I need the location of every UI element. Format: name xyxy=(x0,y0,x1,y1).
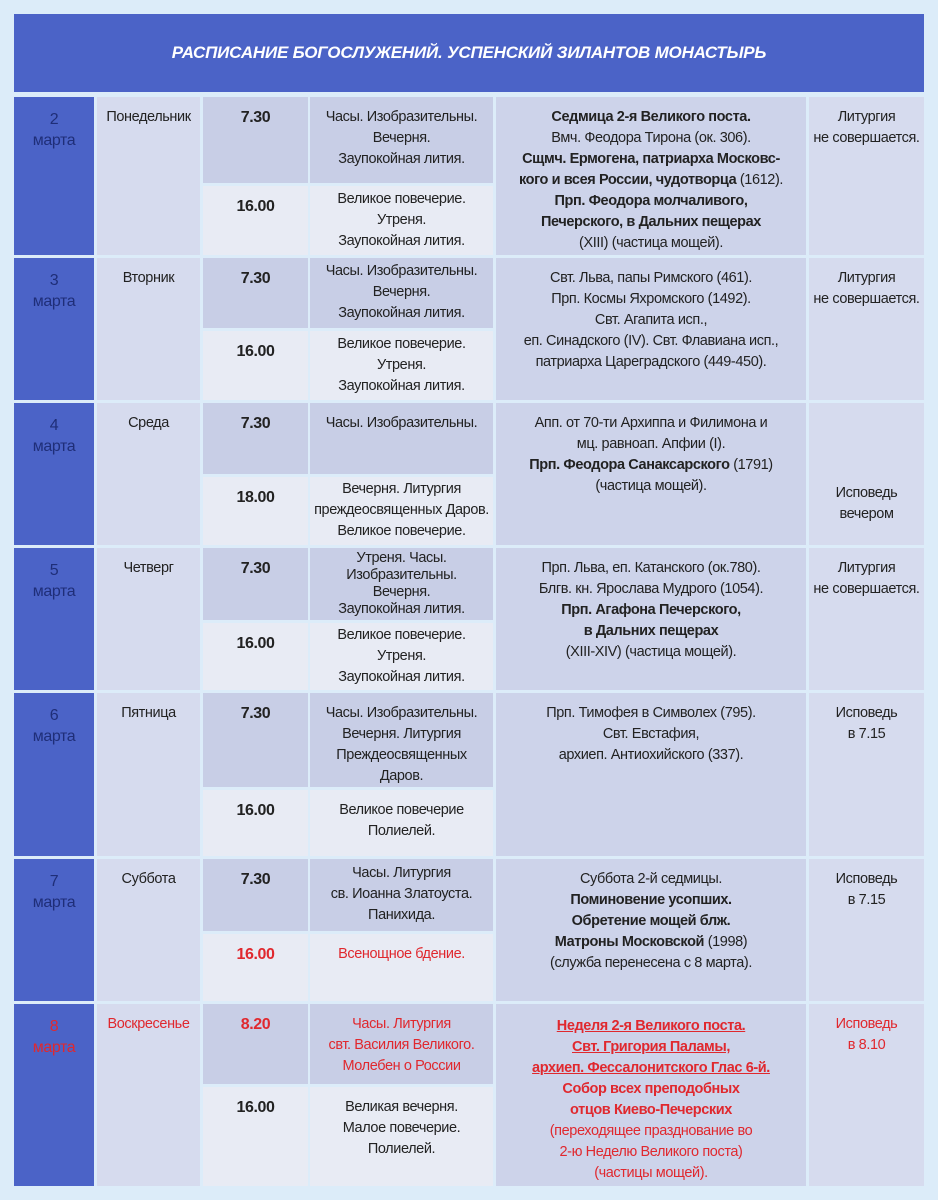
service-line: Заупокойная лития. xyxy=(338,378,465,394)
service-line: преждеосвященных Даров. xyxy=(314,502,489,518)
saints-cell xyxy=(496,403,806,545)
date-cell xyxy=(14,693,94,856)
saints-text: Поминовение усопших. xyxy=(570,892,732,908)
service-line: Даров. xyxy=(379,768,424,784)
saints-text: Прп. Феодора молчаливого, xyxy=(554,193,748,209)
saints-text: Печерского, в Дальних пещерах xyxy=(541,214,761,230)
saints-line xyxy=(496,1121,806,1142)
saints-text: архиеп. Фессалонитского Глас 6-й. xyxy=(532,1060,770,1076)
saints-text: Сщмч. Ермогена, патриарха Московс- xyxy=(522,151,780,167)
saints-text: (служба перенесена с 8 марта). xyxy=(550,955,752,971)
saints-text: Прп. Агафона Печерского, xyxy=(561,602,741,618)
day-row xyxy=(14,1004,924,1186)
service-time: 7.30 xyxy=(203,97,308,183)
service-line: Вечерня. Литургия xyxy=(342,726,461,742)
service-time: 16.00 xyxy=(203,1087,308,1186)
saints-line xyxy=(496,1100,806,1121)
saints-text: мц. равноап. Апфии (I). xyxy=(576,436,726,452)
saints-text: еп. Синадского (IV). Свт. Флавиана исп., xyxy=(523,333,779,349)
service-time: 8.20 xyxy=(203,1004,308,1084)
notes-line: Исповедь xyxy=(835,871,898,887)
service-line: Часы. Изобразительны. xyxy=(325,705,478,721)
service-description xyxy=(310,477,493,545)
saints-line xyxy=(496,352,806,373)
saints-line xyxy=(496,621,806,642)
service-line: Вечерня. Литургия xyxy=(342,481,461,497)
saints-cell xyxy=(496,693,806,856)
saints-text: Свт. Евстафия, xyxy=(602,726,700,742)
notes-line: вечером xyxy=(839,506,894,522)
service-line: Заупокойная лития. xyxy=(338,305,465,321)
service-description xyxy=(310,790,493,856)
service-description xyxy=(310,623,493,690)
saints-line xyxy=(496,1058,806,1079)
saints-line xyxy=(496,455,806,476)
day-row xyxy=(14,693,924,856)
service-time: 16.00 xyxy=(203,623,308,690)
service-time: 7.30 xyxy=(203,403,308,474)
service-line: Часы. Изобразительны. xyxy=(325,263,478,279)
service-line: Часы. Литургия xyxy=(352,1016,451,1032)
saints-line xyxy=(496,558,806,579)
saints-line xyxy=(496,413,806,434)
saints-line xyxy=(496,434,806,455)
notes-cell xyxy=(809,403,924,545)
date-month: марта xyxy=(32,894,76,911)
service-line: Заупокойная лития. xyxy=(338,151,465,167)
saints-text: (частица мощей). xyxy=(595,478,707,494)
saints-line xyxy=(496,953,806,974)
saints-text: Неделя 2-я Великого поста. xyxy=(556,1018,746,1034)
service-time: 7.30 xyxy=(203,548,308,620)
saints-line xyxy=(496,703,806,724)
service-line: Утреня. xyxy=(376,212,427,228)
notes-cell xyxy=(809,258,924,400)
saints-text: 2-ю Неделю Великого поста) xyxy=(559,1144,743,1160)
saints-line xyxy=(496,476,806,497)
service-time: 16.00 xyxy=(203,331,308,400)
saints-line xyxy=(496,600,806,621)
service-line: свт. Василия Великого. xyxy=(328,1037,475,1053)
saints-line xyxy=(496,212,806,233)
date-cell xyxy=(14,97,94,255)
saints-text: (XIII-XIV) (частица мощей). xyxy=(565,644,737,660)
date-month: марта xyxy=(32,728,76,745)
saints-text: Прп. Тимофея в Символех (795). xyxy=(546,705,756,721)
saints-line xyxy=(496,289,806,310)
saints-text: Матроны Московской xyxy=(554,934,705,950)
date-day: 8 xyxy=(49,1018,59,1035)
notes-line: Литургия xyxy=(837,560,896,576)
notes-line: не совершается. xyxy=(813,130,920,146)
notes-cell xyxy=(809,97,924,255)
saints-line xyxy=(496,745,806,766)
saints-text: патриарха Цареградского (449-450). xyxy=(535,354,767,370)
day-row xyxy=(14,258,924,400)
service-line: Заупокойная лития. xyxy=(338,233,465,249)
notes-line: Исповедь xyxy=(835,705,898,721)
day-row xyxy=(14,97,924,255)
saints-line xyxy=(496,1142,806,1163)
notes-line: не совершается. xyxy=(813,581,920,597)
service-line: Утреня. Часы. xyxy=(356,550,447,566)
service-description xyxy=(310,403,493,474)
service-line: Изобразительны. xyxy=(346,567,457,583)
saints-cell xyxy=(496,859,806,1001)
day-row xyxy=(14,859,924,1001)
service-description xyxy=(310,1004,493,1084)
saints-text: архиеп. Антиохийского (337). xyxy=(558,747,744,763)
saints-text: (1612). xyxy=(736,172,784,188)
date-cell xyxy=(14,548,94,690)
service-description xyxy=(310,97,493,183)
service-line: Малое повечерие. xyxy=(342,1120,461,1136)
saints-text: Суббота 2-й седмицы. xyxy=(579,871,723,887)
notes-line: Исповедь xyxy=(835,485,898,501)
notes-line: не совершается. xyxy=(813,291,920,307)
service-line: Заупокойная лития. xyxy=(338,601,465,617)
saints-text: отцов Киево-Печерских xyxy=(570,1102,732,1118)
service-description xyxy=(310,1087,493,1186)
service-line: Утреня. xyxy=(376,357,427,373)
notes-cell xyxy=(809,693,924,856)
notes-line: в 8.10 xyxy=(847,1037,886,1053)
saints-cell xyxy=(496,1004,806,1186)
date-cell xyxy=(14,1004,94,1186)
service-line: Великое повечерие. xyxy=(337,191,466,207)
saints-text: (частицы мощей). xyxy=(594,1165,708,1181)
service-line: Панихида. xyxy=(368,907,435,923)
day-row xyxy=(14,548,924,690)
service-line: Великое повечерие. xyxy=(337,523,466,539)
saints-line xyxy=(496,191,806,212)
saints-text: Апп. от 70-ти Архиппа и Филимона и xyxy=(534,415,768,431)
service-line: Великое повечерие. xyxy=(337,336,466,352)
saints-text: Прп. Льва, еп. Катанского (ок.780). xyxy=(541,560,761,576)
saints-line xyxy=(496,869,806,890)
service-line: Великое повечерие xyxy=(339,802,464,818)
service-line: Великое повечерие. xyxy=(337,627,466,643)
saints-line xyxy=(496,579,806,600)
service-line: Часы. Изобразительны. xyxy=(325,109,478,125)
saints-text: кого и всея России, чудотворца xyxy=(518,172,737,188)
saints-text: Седмица 2-я Великого поста. xyxy=(551,109,751,125)
service-time: 7.30 xyxy=(203,859,308,931)
saints-text: Свт. Григория Паламы, xyxy=(572,1039,730,1055)
service-description xyxy=(310,934,493,1001)
service-description xyxy=(310,693,493,787)
service-line: Часы. Литургия xyxy=(352,865,451,881)
service-time: 16.00 xyxy=(203,790,308,856)
service-line: Преждеосвященных xyxy=(336,747,467,763)
service-line: Всенощное бдение. xyxy=(338,946,465,962)
date-day: 3 xyxy=(49,272,59,289)
saints-text: Прп. Космы Яхромского (1492). xyxy=(551,291,751,307)
weekday-cell: Воскресенье xyxy=(97,1004,200,1186)
service-description xyxy=(310,331,493,400)
saints-text: (переходящее празднование во xyxy=(549,1123,753,1139)
saints-cell xyxy=(496,258,806,400)
saints-line xyxy=(496,268,806,289)
weekday-cell: Вторник xyxy=(97,258,200,400)
date-cell xyxy=(14,403,94,545)
date-day: 6 xyxy=(49,707,59,724)
saints-line xyxy=(496,1163,806,1184)
saints-text: Прп. Феодора Санаксарского xyxy=(529,457,730,473)
service-line: Вечерня. xyxy=(372,584,431,600)
date-day: 2 xyxy=(49,111,59,128)
notes-line: Литургия xyxy=(837,109,896,125)
saints-line xyxy=(496,233,806,254)
service-line: Полиелей. xyxy=(367,823,436,839)
notes-line: в 7.15 xyxy=(847,892,886,908)
saints-cell xyxy=(496,97,806,255)
notes-line: в 7.15 xyxy=(847,726,886,742)
saints-line xyxy=(496,724,806,745)
saints-line xyxy=(496,170,806,191)
service-line: Часы. Изобразительны. xyxy=(325,415,478,431)
saints-text: (1998) xyxy=(704,934,748,950)
date-month: марта xyxy=(32,132,76,149)
service-line: Вечерня. xyxy=(372,284,431,300)
page-title: РАСПИСАНИЕ БОГОСЛУЖЕНИЙ. УСПЕНСКИЙ ЗИЛАНТОВ МОНАСТЫРЬ xyxy=(14,14,924,92)
weekday-cell: Четверг xyxy=(97,548,200,690)
saints-line xyxy=(496,890,806,911)
service-description xyxy=(310,258,493,328)
notes-line: Исповедь xyxy=(835,1016,898,1032)
date-month: марта xyxy=(32,583,76,600)
saints-text: Свт. Агапита исп., xyxy=(594,312,708,328)
saints-text: Свт. Льва, папы Римского (461). xyxy=(550,270,752,286)
service-description xyxy=(310,859,493,931)
weekday-cell: Суббота xyxy=(97,859,200,1001)
notes-line: Литургия xyxy=(837,270,896,286)
date-day: 5 xyxy=(49,562,59,579)
saints-text: Блгв. кн. Ярослава Мудрого (1054). xyxy=(538,581,764,597)
service-time: 16.00 xyxy=(203,934,308,1001)
saints-text: Собор всех преподобных xyxy=(562,1081,740,1097)
date-month: марта xyxy=(32,438,76,455)
saints-line xyxy=(496,107,806,128)
saints-line xyxy=(496,911,806,932)
service-line: Молебен о России xyxy=(342,1058,461,1074)
saints-text: Обретение мощей блж. xyxy=(571,913,731,929)
date-day: 4 xyxy=(49,417,59,434)
saints-line xyxy=(496,310,806,331)
saints-text: Вмч. Феодора Тирона (ок. 306). xyxy=(551,130,751,146)
saints-text: (1791) xyxy=(729,457,773,473)
date-cell xyxy=(14,859,94,1001)
service-line: Утреня. xyxy=(376,648,427,664)
service-time: 16.00 xyxy=(203,186,308,255)
service-time: 7.30 xyxy=(203,258,308,328)
saints-cell xyxy=(496,548,806,690)
saints-line xyxy=(496,1037,806,1058)
service-time: 18.00 xyxy=(203,477,308,545)
saints-line xyxy=(496,642,806,663)
service-description xyxy=(310,186,493,255)
saints-line xyxy=(496,932,806,953)
date-cell xyxy=(14,258,94,400)
weekday-cell: Среда xyxy=(97,403,200,545)
service-line: Вечерня. xyxy=(372,130,431,146)
saints-line xyxy=(496,1079,806,1100)
date-month: марта xyxy=(32,1039,76,1056)
date-month: марта xyxy=(32,293,76,310)
saints-line xyxy=(496,1016,806,1037)
saints-line xyxy=(496,149,806,170)
notes-cell xyxy=(809,859,924,1001)
weekday-cell: Понедельник xyxy=(97,97,200,255)
day-row xyxy=(14,403,924,545)
service-line: Заупокойная лития. xyxy=(338,669,465,685)
weekday-cell: Пятница xyxy=(97,693,200,856)
service-time: 7.30 xyxy=(203,693,308,787)
service-description xyxy=(310,548,493,620)
service-line: Полиелей. xyxy=(367,1141,436,1157)
saints-line xyxy=(496,128,806,149)
date-day: 7 xyxy=(49,873,59,890)
service-line: Великая вечерня. xyxy=(345,1099,458,1115)
notes-cell xyxy=(809,1004,924,1186)
service-line: св. Иоанна Златоуста. xyxy=(330,886,473,902)
saints-text: (XIII) (частица мощей). xyxy=(579,235,723,251)
saints-text: в Дальних пещерах xyxy=(583,623,719,639)
notes-cell xyxy=(809,548,924,690)
saints-line xyxy=(496,331,806,352)
